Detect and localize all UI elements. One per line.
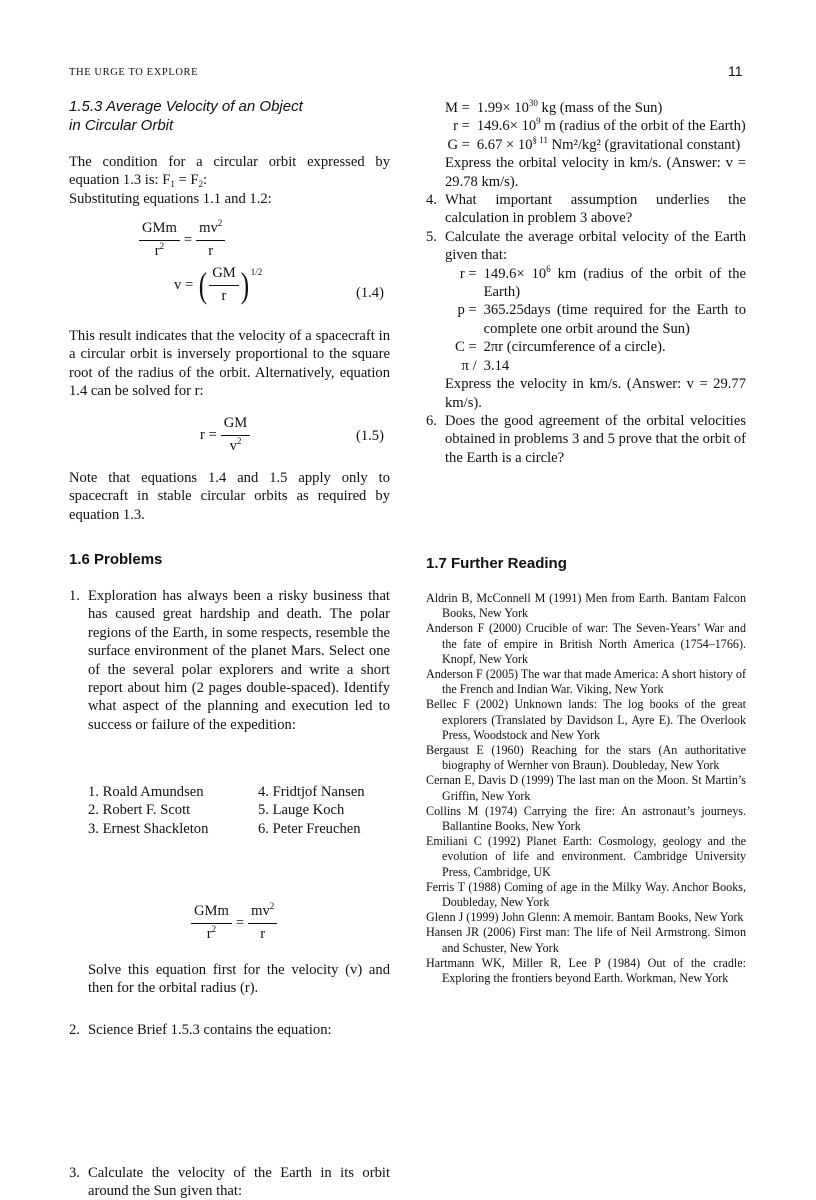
problem-number: 1. xyxy=(69,588,80,604)
numerator: GMm xyxy=(191,903,232,924)
denominator: r xyxy=(154,243,160,259)
problem-number: 5. xyxy=(426,228,437,245)
reference-item: Aldrin B, McConnell M (1991) Men from Earth. Bantam Falcon Books, New York xyxy=(426,591,746,621)
exponent: 2 xyxy=(269,901,275,911)
problem-text: Calculate the velocity of the Earth in its orbit around the Sun given that: xyxy=(88,1164,390,1200)
denominator: r xyxy=(208,243,214,259)
problem-6 xyxy=(426,412,746,467)
variable: p = xyxy=(457,302,477,319)
reference-item: Collins M (1974) Carrying the fire: An astronaut’s journeys. Ballantine Books, New York xyxy=(426,803,746,834)
value: 1.99× 10 xyxy=(476,100,529,116)
numerator: GMm xyxy=(139,220,180,241)
equation-force-balance xyxy=(139,220,225,260)
reference-item: Ferris T (1988) Coming of age in the Milky Way. Anchor Books, Doubleday, New York xyxy=(426,879,746,910)
equals: = xyxy=(183,231,193,248)
left-paren: ( xyxy=(198,265,208,305)
denominator: r xyxy=(221,288,227,304)
right-column-problems xyxy=(426,99,746,467)
description: Nm²/kg² (gravitational constant) xyxy=(547,136,741,153)
lhs: r = xyxy=(200,426,217,443)
paragraph-note: Note that equations 1.4 and 1.5 apply only to spacecraft in stable circular orbits as required by equation 1.3. xyxy=(69,470,390,523)
numerator: GM xyxy=(209,265,239,286)
variable: M = xyxy=(445,100,470,116)
description: kg (mass of the Sun) xyxy=(537,100,663,116)
denominator: r xyxy=(206,926,212,942)
problem-2 xyxy=(69,1021,390,1039)
value: 6.67 × 10 xyxy=(476,136,533,153)
reference-item: Glenn J (1999) John Glenn: A memoir. Bantam Books, New York xyxy=(426,910,744,925)
problem-2-instructions: Solve this equation first for the velocity (v) and then for the orbital radius (r). xyxy=(88,962,390,997)
list-item: 2. Robert F. Scott xyxy=(88,802,191,819)
explorer-list xyxy=(88,783,408,838)
exponent: 2 xyxy=(211,924,217,934)
section-heading-further-reading: 1.7 Further Reading xyxy=(426,555,567,572)
problem-3-values xyxy=(426,99,746,191)
denominator: r xyxy=(260,926,266,942)
reference-list xyxy=(426,591,746,986)
exponent: 1/2 xyxy=(250,267,263,277)
variable: r = xyxy=(453,118,470,135)
list-item: 1. Roald Amundsen xyxy=(88,784,204,800)
value: 2πr (circumference of a circle). xyxy=(483,339,666,356)
problem-text: Does the good agreement of the orbital velocities obtained in problems 3 and 5 prove that the orbit of the Earth is a circle? xyxy=(445,412,746,466)
running-title: THE URGE TO EXPLORE xyxy=(69,67,199,78)
list-item: 4. Fridtjof Nansen xyxy=(258,784,365,800)
problem-3 xyxy=(69,1164,390,1200)
problem-number: 6. xyxy=(426,412,437,429)
reference-item: Hansen JR (2006) First man: The life of Neil Armstrong. Simon and Schuster, New York xyxy=(426,925,746,955)
list-item: 5. Lauge Koch xyxy=(258,802,345,819)
heading-line: in Circular Orbit xyxy=(69,117,174,134)
variable: C = xyxy=(455,339,477,356)
problem-text: What important assumption underlies the calculation in problem 3 above? xyxy=(445,192,746,227)
paragraph-result: This result indicates that the velocity of a spacecraft in a circular orbit is inversely proportional to the square root of the radius of the orbit. Alternatively, equation 1.4 can be solved for r: xyxy=(69,328,390,400)
exponent: 2 xyxy=(159,241,165,251)
list-item: 3. Ernest Shackleton xyxy=(88,820,209,837)
value: 149.6× 10 xyxy=(483,265,547,282)
reference-item: Anderson F (2005) The war that made America: A short history of the French and Indian War. Viking, New York xyxy=(426,667,746,697)
given-values xyxy=(445,265,746,375)
text: The condition for a circular orbit expressed by equation 1.3 is: F xyxy=(69,154,390,189)
right-paren: ) xyxy=(240,265,249,305)
numerator: GM xyxy=(221,415,251,436)
problem-5 xyxy=(426,228,746,412)
text: : xyxy=(203,172,208,189)
reference-item: Hartmann WK, Miller R, Lee P (1984) Out of the cradle: Exploring the frontiers beyond Earth. Workman, New York xyxy=(426,955,746,986)
description: km (radius of the orbit of the Earth) xyxy=(483,265,747,301)
problem-number: 4. xyxy=(426,192,437,209)
problem-5-answer: Express the velocity in km/s. (Answer: v = 29.77 km/s). xyxy=(445,376,746,411)
given-values xyxy=(445,99,746,154)
equation-1-5 xyxy=(200,415,250,455)
denominator: v xyxy=(229,438,237,454)
variable: r = xyxy=(459,265,477,282)
text: Substituting equations 1.1 and 1.2: xyxy=(69,190,272,207)
reference-item: Bergaust E (1960) Reaching for the stars (An authoritative biography of Wernher von Braun). Doubleday, New York xyxy=(426,743,746,773)
reference-item: Emiliani C (1992) Planet Earth: Cosmology, geology and the evolution of life and environment. Cambridge University Press, Cambridge, UK xyxy=(426,834,746,879)
exponent: 9 xyxy=(536,116,541,127)
variable: π / xyxy=(461,357,477,374)
exponent: § 11 xyxy=(532,134,548,145)
problem-number: 2. xyxy=(69,1022,80,1039)
heading-line: 1.5.3 Average Velocity of an Object xyxy=(69,98,303,115)
page-number: 11 xyxy=(728,63,743,79)
description: m (radius of the orbit of the Earth) xyxy=(540,118,746,135)
numerator: mv xyxy=(251,903,270,919)
problem-text: Calculate the average orbital velocity of the Earth given that: xyxy=(445,228,746,264)
numerator: mv xyxy=(199,220,218,236)
exponent: 2 xyxy=(217,218,223,228)
problem-number: 3. xyxy=(69,1164,80,1181)
section-heading-problems: 1.6 Problems xyxy=(69,551,163,568)
exponent: 6 xyxy=(546,263,551,274)
problem-3-answer: Express the orbital velocity in km/s. (Answer: v = 29.78 km/s). xyxy=(445,155,746,190)
reference-item: Bellec F (2002) Unknown lands: The log books of the great explorers (Translated by Davidson L, Ayre E). The Overlook Press, Woodstock and New York xyxy=(426,697,746,742)
value: 365.25days (time required for the Earth to complete one orbit around the Sun) xyxy=(483,302,746,337)
subscript: 1 xyxy=(170,179,175,190)
problem-1 xyxy=(69,587,390,734)
subscript: 2 xyxy=(198,179,204,190)
variable: G = xyxy=(447,136,470,153)
problem-4 xyxy=(426,191,746,228)
equation-1-4 xyxy=(174,265,262,305)
reference-item: Anderson F (2000) Crucible of war: The Seven-Years’ War and the fate of empire in British North America (1754–1766). Knopf, New York xyxy=(426,621,746,666)
problem-text: Science Brief 1.5.3 contains the equation: xyxy=(88,1022,332,1039)
equation-label: (1.5) xyxy=(356,428,384,444)
paragraph-condition xyxy=(69,153,390,208)
value: 149.6× 10 xyxy=(476,118,537,135)
exponent: 2 xyxy=(236,436,242,446)
equation-label: (1.4) xyxy=(356,285,384,301)
lhs: v = xyxy=(174,276,194,293)
exponent: 30 xyxy=(528,98,538,108)
section-heading-1-5-3 xyxy=(69,97,391,135)
equals: = xyxy=(235,914,245,931)
text: = F xyxy=(174,172,199,189)
value: 3.14 xyxy=(483,357,510,374)
list-item: 6. Peter Freuchen xyxy=(258,820,361,837)
equation-problem-2 xyxy=(191,903,277,943)
reference-item: Cernan E, Davis D (1999) The last man on the Moon. St Martin’s Griffin, New York xyxy=(426,773,746,803)
problem-text: Exploration has always been a risky business that has caused great hardship and death. The polar regions of the Earth, in some respects, resemble the surface environment of the planet Mars. Select one of the several polar explorers and write a short report about him (2 pages double-spaced). Identify what aspect of the planning and execution led to success or failure of the expedition: xyxy=(88,588,390,733)
